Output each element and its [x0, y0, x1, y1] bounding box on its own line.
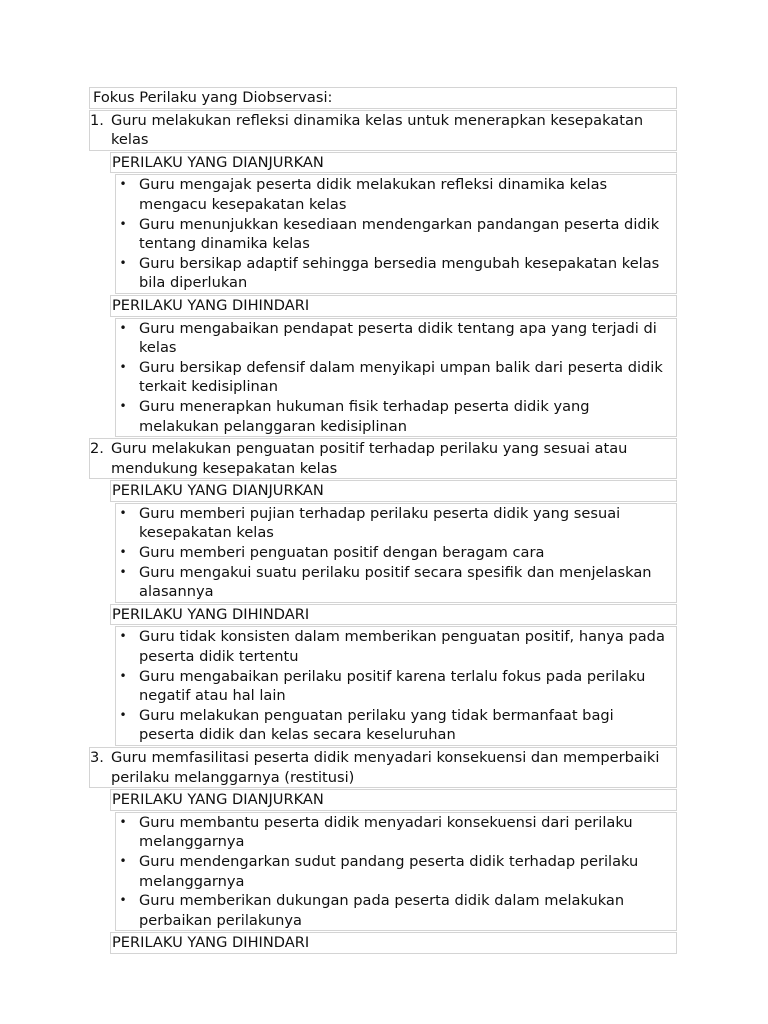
bullet-list: [115, 812, 677, 932]
bullet-text: Guru memberikan dukungan pada peserta didik dalam melakukan perbaikan perilakunya: [139, 892, 625, 929]
bullet-text: Guru mendengarkan sudut pandang peserta didik terhadap perilaku melanggarnya: [139, 852, 639, 890]
item-number: 2.: [90, 440, 104, 458]
bullet-icon: •: [119, 707, 127, 722]
bullet-icon: •: [119, 359, 127, 374]
item-number: 1.: [90, 111, 104, 129]
bullet-icon: •: [119, 545, 127, 560]
bullet-item: [116, 175, 672, 214]
bullet-item: [116, 215, 672, 254]
bullet-text: Guru melakukan penguatan perilaku yang tidak bermanfaat bagi peserta didik dan kelas secara keseluruhan: [139, 706, 614, 744]
bullet-item: [116, 319, 672, 358]
bullet-icon: •: [119, 893, 127, 908]
item-text: Guru melakukan refleksi dinamika kelas untuk menerapkan kesepakatan kelas: [111, 111, 644, 149]
behavior-section: [89, 295, 677, 437]
bullet-icon: •: [119, 668, 127, 683]
bullet-icon: •: [119, 320, 127, 335]
bullet-list: [115, 318, 677, 438]
bullet-item: [116, 813, 672, 852]
bullet-icon: •: [119, 505, 127, 520]
bullet-icon: •: [119, 853, 127, 868]
behavior-item: [89, 110, 677, 438]
bullet-item: [116, 254, 672, 293]
bullet-list: [115, 174, 677, 294]
bullet-icon: •: [119, 177, 127, 192]
bullet-list: [115, 503, 677, 603]
bullet-item: [116, 358, 672, 397]
bullet-text: Guru memberi penguatan positif dengan beragam cara: [139, 544, 545, 562]
bullet-text: Guru memberi pujian terhadap perilaku peserta didik yang sesuai kesepakatan kelas: [139, 504, 621, 542]
bullet-text: Guru mengabaikan perilaku positif karena terlalu fokus pada perilaku negatif atau hal lain: [139, 667, 646, 705]
bullet-item: [116, 543, 672, 563]
item-text: Guru melakukan penguatan positif terhadap perilaku yang sesuai atau mendukung kesepakatan kelas: [111, 440, 628, 477]
bullet-icon: •: [119, 398, 127, 413]
bullet-item: [116, 563, 672, 602]
bullet-text: Guru tidak konsisten dalam memberikan penguatan positif, hanya pada peserta didik tertentu: [139, 628, 665, 666]
bullet-text: Guru bersikap adaptif sehingga bersedia mengubah kesepakatan kelas bila diperlukan: [139, 254, 660, 292]
behavior-item-row: [89, 438, 677, 479]
behavior-item-row: [89, 110, 677, 151]
item-text: Guru memfasilitasi peserta didik menyadari konsekuensi dan memperbaiki perilaku melanggarnya (restitusi): [111, 749, 660, 786]
bullet-item: [116, 627, 672, 666]
item-sections: [89, 152, 677, 437]
document-body: [89, 87, 677, 955]
bullet-text: Guru menunjukkan kesediaan mendengarkan pandangan peserta didik tentang dinamika kelas: [139, 215, 660, 253]
bullet-text: Guru mengakui suatu perilaku positif secara spesifik dan menjelaskan alasannya: [139, 563, 652, 601]
bullet-icon: •: [119, 814, 127, 829]
bullet-icon: •: [119, 216, 127, 231]
section-label: PERILAKU YANG DIHINDARI: [110, 295, 677, 317]
bullet-item: [116, 667, 672, 706]
section-label: PERILAKU YANG DIANJURKAN: [110, 152, 677, 174]
bullet-text: Guru mengabaikan pendapat peserta didik tentang apa yang terjadi di kelas: [139, 319, 657, 357]
behavior-item-row: [89, 747, 677, 788]
behavior-section: [89, 789, 677, 931]
section-label: PERILAKU YANG DIANJURKAN: [110, 789, 677, 811]
behavior-section: [89, 932, 677, 954]
behavior-item: [89, 438, 677, 746]
bullet-text: Guru menerapkan hukuman fisik terhadap peserta didik yang melakukan pelanggaran kedisiplinan: [139, 397, 590, 435]
behavior-section: [89, 152, 677, 294]
item-sections: [89, 480, 677, 746]
section-label: PERILAKU YANG DIANJURKAN: [110, 480, 677, 502]
bullet-text: Guru mengajak peserta didik melakukan refleksi dinamika kelas mengacu kesepakatan kelas: [139, 176, 608, 213]
behavior-section: [89, 480, 677, 603]
item-sections: [89, 789, 677, 954]
bullet-item: [116, 852, 672, 891]
bullet-item: [116, 397, 672, 436]
bullet-text: Guru membantu peserta didik menyadari konsekuensi dari perilaku melanggarnya: [139, 813, 633, 851]
behavior-item: [89, 747, 677, 954]
document-heading: Fokus Perilaku yang Diobservasi:: [89, 87, 677, 109]
behavior-section: [89, 604, 677, 746]
item-number: 3.: [90, 749, 104, 766]
bullet-item: [116, 504, 672, 543]
bullet-icon: •: [119, 629, 127, 644]
behavior-list: [89, 110, 677, 954]
bullet-icon: •: [119, 255, 127, 270]
bullet-item: [116, 706, 672, 745]
section-label: PERILAKU YANG DIHINDARI: [110, 932, 677, 954]
bullet-text: Guru bersikap defensif dalam menyikapi umpan balik dari peserta didik terkait kedisiplinan: [139, 358, 663, 396]
bullet-icon: •: [119, 564, 127, 579]
bullet-item: [116, 891, 672, 930]
section-label: PERILAKU YANG DIHINDARI: [110, 604, 677, 626]
bullet-list: [115, 626, 677, 746]
